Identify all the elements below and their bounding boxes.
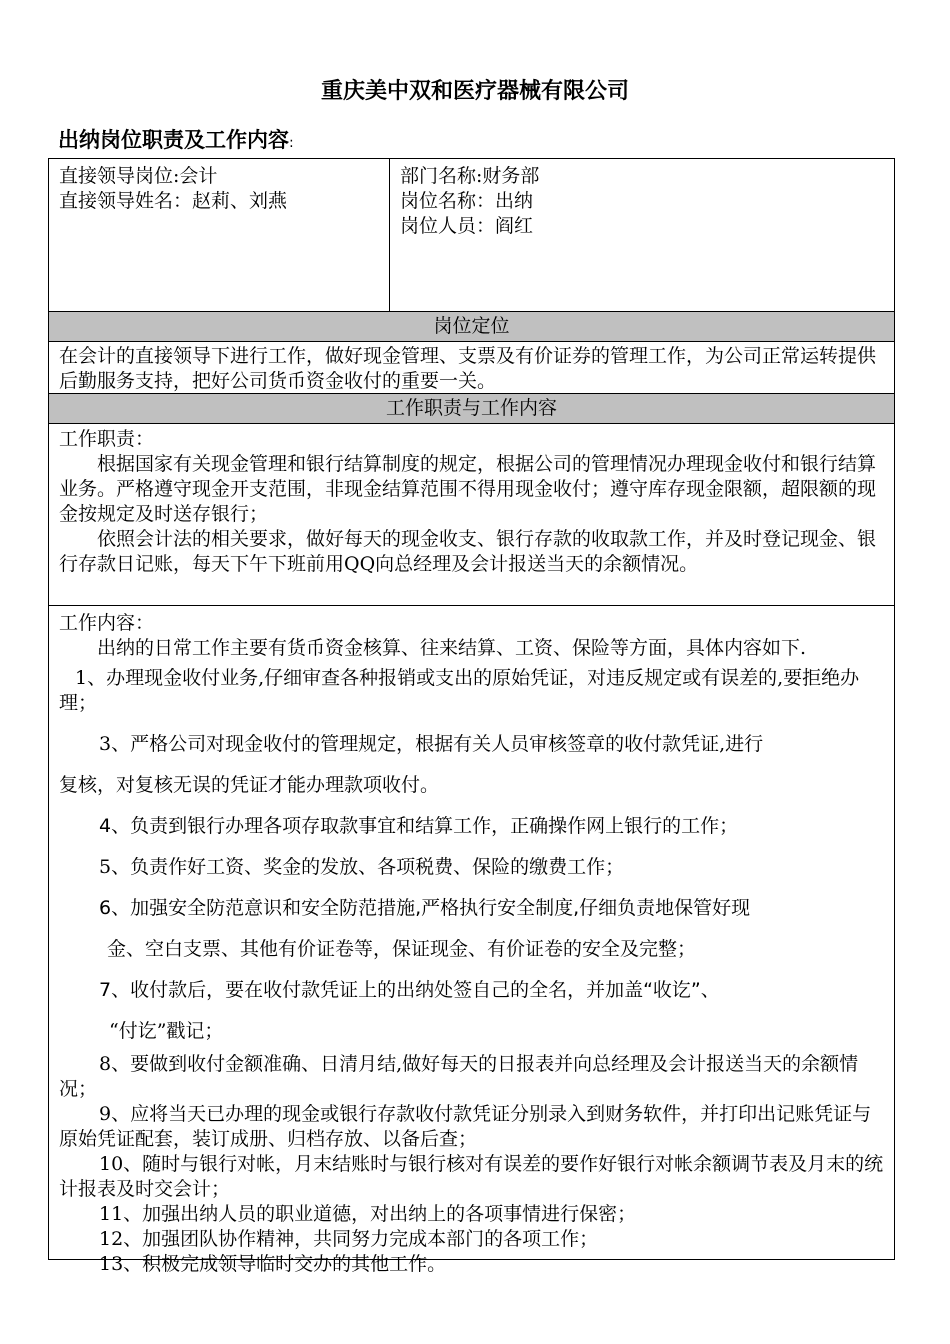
content-item-3-cont: 复核，对复核无误的凭证才能办理款项收付。 — [59, 774, 440, 796]
content-item-10: 10、随时与银行对帐，月末结账时与银行核对有误差的要作好银行对帐余额调节表及月末的统计报表及时交会计； — [59, 1153, 884, 1200]
supervisor-info-cell — [49, 159, 390, 311]
position-name: 岗位名称：出纳 — [400, 190, 534, 212]
content-item-13: 13、积极完成领导临时交办的其他工作。 — [99, 1253, 447, 1275]
work-content-section — [59, 611, 888, 1277]
document-title — [58, 124, 294, 154]
job-description-table — [48, 158, 895, 1275]
content-item-12: 12、加强团队协作精神，共同努力完成本部门的各项工作； — [99, 1228, 599, 1250]
department-name: 部门名称:财务部 — [400, 165, 540, 187]
content-item-7: 7、收付款后，要在收付款凭证上的出纳处签自己的全名，并加盖“收讫”、 — [99, 979, 720, 1001]
content-item-5: 5、负责作好工资、奖金的发放、各项税费、保险的缴费工作； — [99, 856, 625, 878]
content-item-9: 9、应将当天已办理的现金或银行存款收付款凭证分别录入到财务软件，并打印出记账凭证与原始凭证配套，装订成册、归档存放、以备后查； — [59, 1103, 872, 1150]
content-item-1: 1、办理现金收付业务,仔细审查各种报销或支出的原始凭证，对违反规定或有误差的,要拒绝办理； — [59, 667, 860, 714]
duties-section — [59, 427, 884, 577]
supervisor-position: 直接领导岗位:会计 — [59, 165, 218, 187]
content-label: 工作内容： — [59, 612, 155, 634]
title-colon: : — [289, 135, 294, 151]
positioning-heading: 岗位定位 — [49, 311, 894, 342]
supervisor-names: 直接领导姓名：赵莉、刘燕 — [59, 190, 288, 212]
content-item-6: 6、加强安全防范意识和安全防范措施,严格执行安全制度,仔细负责地保管好现 — [99, 897, 751, 919]
content-item-8: 8、要做到收付金额准确、日清月结,做好每天的日报表并向总经理及会计报送当天的余额情况； — [59, 1053, 859, 1100]
positioning-text: 在会计的直接领导下进行工作，做好现金管理、支票及有价证券的管理工作，为公司正常运转提供后勤服务支持，把好公司货币资金收付的重要一关。 — [59, 345, 877, 392]
duty-paragraph: 根据国家有关现金管理和银行结算制度的规定，根据公司的管理情况办理现金收付和银行结算业务。严格遵守现金开支范围，非现金结算范围不得用现金收付；遵守库存现金限额，超限额的现金按规定及时送存银行； — [59, 453, 877, 525]
content-item-4: 4、负责到银行办理各项存取款事宜和结算工作，正确操作网上银行的工作； — [99, 815, 739, 837]
duties-label: 工作职责： — [59, 428, 155, 450]
document-title-text: 出纳岗位职责及工作内容 — [58, 128, 289, 152]
content-item-3: 3、严格公司对现金收付的管理规定，根据有关人员审核签章的收付款凭证,进行 — [99, 733, 764, 755]
position-info-cell — [390, 159, 894, 311]
duty-paragraph: 依照会计法的相关要求，做好每天的现金收支、银行存款的收取款工作，并及时登记现金、银行存款日记账，每天下午下班前用QQ向总经理及会计报送当天的余额情况。 — [59, 528, 877, 575]
company-name: 重庆美中双和医疗器械有限公司 — [320, 79, 629, 104]
position-staff: 岗位人员：阎红 — [400, 215, 534, 237]
content-intro: 出纳的日常工作主要有货币资金核算、往来结算、工资、保险等方面，具体内容如下. — [97, 637, 807, 659]
duties-content-heading: 工作职责与工作内容 — [49, 393, 894, 424]
content-item-7-cont: “付讫”戳记； — [109, 1020, 224, 1042]
content-item-11: 11、加强出纳人员的职业道德，对出纳上的各项事情进行保密； — [99, 1203, 637, 1225]
content-item-6-cont: 金、空白支票、其他有价证卷等，保证现金、有价证卷的安全及完整； — [107, 938, 697, 960]
section-divider — [49, 605, 894, 606]
